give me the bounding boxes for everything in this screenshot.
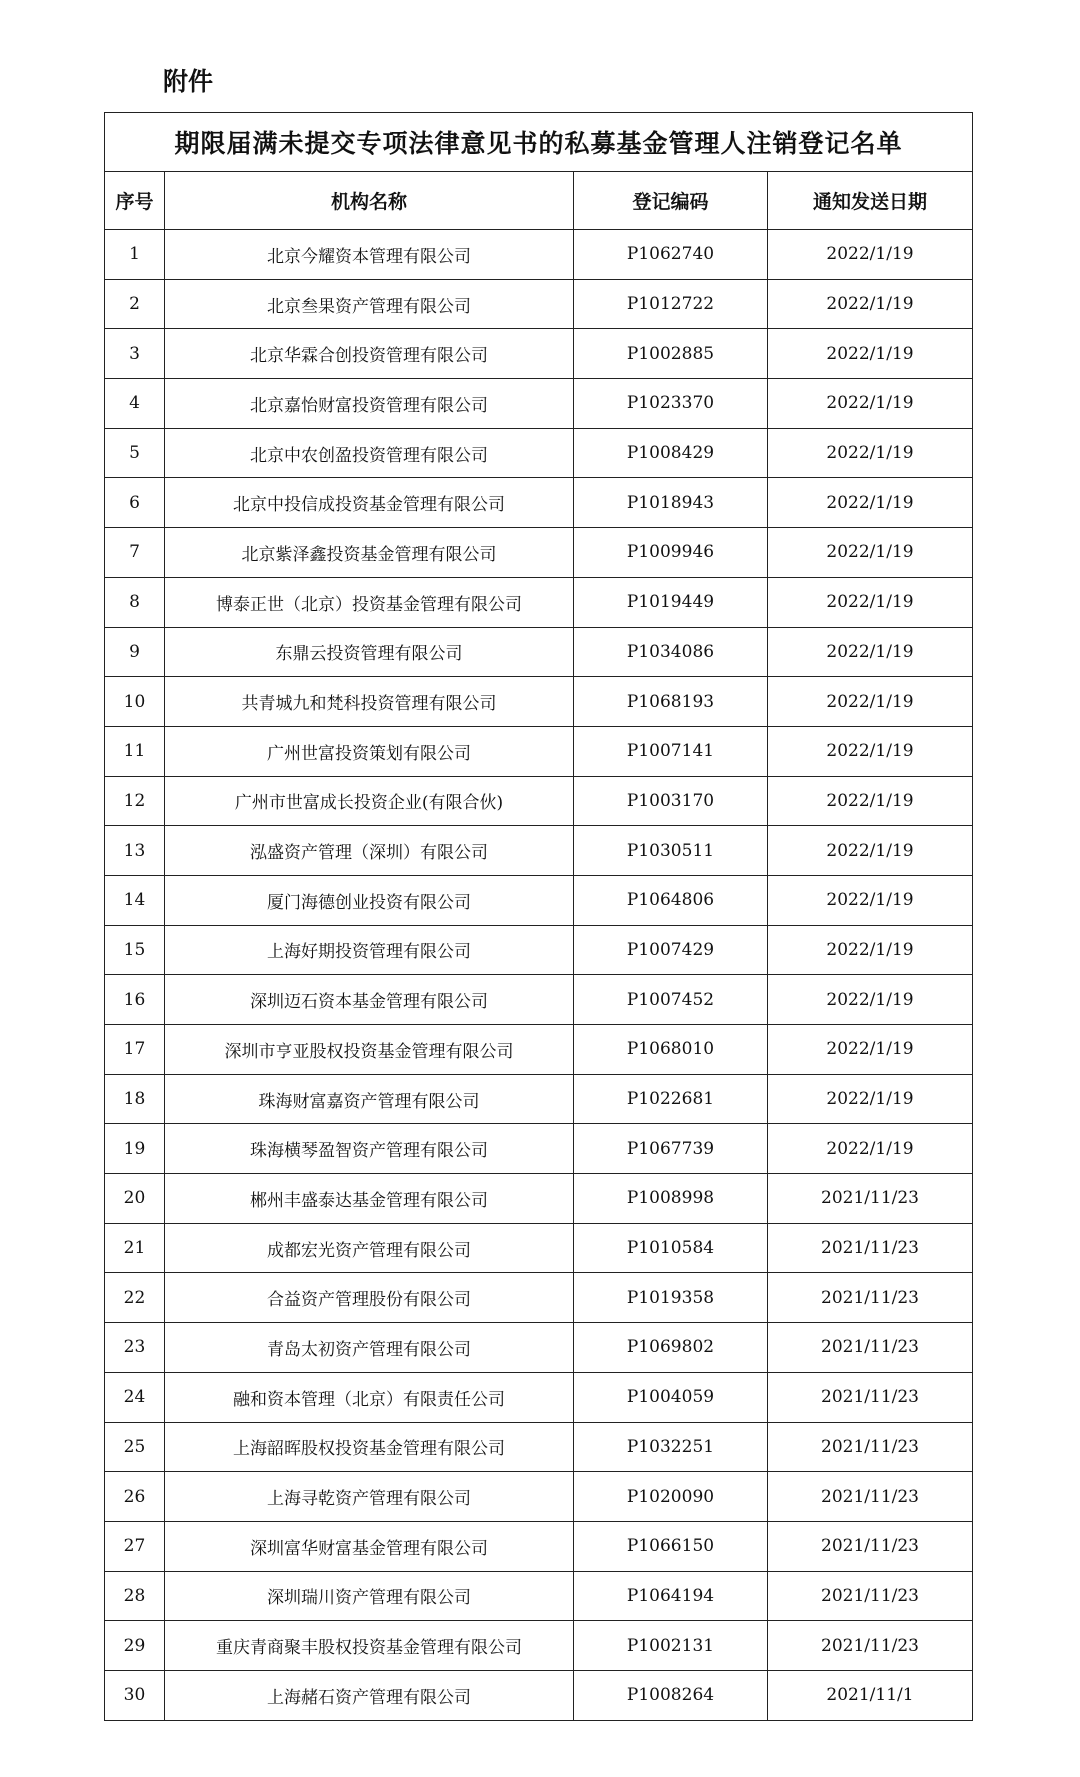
table-row (105, 1521, 973, 1571)
table-cell-date: 2021/11/23 (768, 1571, 973, 1621)
table-cell-name: 合益资产管理股份有限公司 (165, 1273, 574, 1323)
table-cell-code: P1022681 (574, 1074, 768, 1124)
table-cell-name: 北京今耀资本管理有限公司 (165, 230, 574, 280)
table-cell-index: 23 (105, 1323, 165, 1373)
table-cell-name: 泓盛资产管理（深圳）有限公司 (165, 826, 574, 876)
table-cell-index: 13 (105, 826, 165, 876)
column-header-date: 通知发送日期 (768, 172, 973, 230)
table-row (105, 1174, 973, 1224)
table-cell-index: 3 (105, 329, 165, 379)
table-cell-date: 2021/11/23 (768, 1521, 973, 1571)
table-cell-name: 上海韶晖股权投资基金管理有限公司 (165, 1422, 574, 1472)
table-cell-index: 22 (105, 1273, 165, 1323)
table-row (105, 925, 973, 975)
table-cell-index: 19 (105, 1124, 165, 1174)
table-cell-date: 2022/1/19 (768, 1074, 973, 1124)
table-row (105, 329, 973, 379)
table-row (105, 627, 973, 677)
table-cell-code: P1018943 (574, 478, 768, 528)
table-row (105, 726, 973, 776)
table-cell-date: 2021/11/23 (768, 1422, 973, 1472)
table-cell-index: 15 (105, 925, 165, 975)
table-cell-code: P1062740 (574, 230, 768, 280)
table-cell-index: 7 (105, 528, 165, 578)
table-cell-index: 16 (105, 975, 165, 1025)
table-row (105, 677, 973, 727)
table-cell-date: 2021/11/23 (768, 1273, 973, 1323)
table-cell-index: 17 (105, 1025, 165, 1075)
table-cell-date: 2021/11/1 (768, 1670, 973, 1720)
table-row (105, 279, 973, 329)
table-row (105, 975, 973, 1025)
table-row (105, 1422, 973, 1472)
table-cell-name: 广州市世富成长投资企业(有限合伙) (165, 776, 574, 826)
table-row (105, 528, 973, 578)
table-row (105, 478, 973, 528)
table-cell-date: 2021/11/23 (768, 1372, 973, 1422)
table-cell-code: P1008264 (574, 1670, 768, 1720)
table-row (105, 230, 973, 280)
table-cell-code: P1008998 (574, 1174, 768, 1224)
table-cell-index: 25 (105, 1422, 165, 1472)
table-header-row (105, 172, 973, 230)
table-cell-index: 4 (105, 379, 165, 429)
table-row (105, 1124, 973, 1174)
table-cell-code: P1069802 (574, 1323, 768, 1373)
table-cell-index: 28 (105, 1571, 165, 1621)
table-cell-name: 深圳富华财富基金管理有限公司 (165, 1521, 574, 1571)
table-cell-date: 2022/1/19 (768, 379, 973, 429)
table-cell-date: 2022/1/19 (768, 776, 973, 826)
column-header-name: 机构名称 (165, 172, 574, 230)
table-cell-code: P1012722 (574, 279, 768, 329)
table-cell-index: 11 (105, 726, 165, 776)
table-cell-index: 27 (105, 1521, 165, 1571)
table-cell-code: P1019358 (574, 1273, 768, 1323)
table-cell-name: 厦门海德创业投资有限公司 (165, 875, 574, 925)
table-cell-date: 2022/1/19 (768, 627, 973, 677)
table-row (105, 428, 973, 478)
table-cell-code: P1064806 (574, 875, 768, 925)
table-cell-name: 上海寻乾资产管理有限公司 (165, 1472, 574, 1522)
table-cell-name: 珠海横琴盈智资产管理有限公司 (165, 1124, 574, 1174)
table-row (105, 1472, 973, 1522)
table-row (105, 1621, 973, 1671)
table-cell-name: 北京中投信成投资基金管理有限公司 (165, 478, 574, 528)
table-row (105, 1074, 973, 1124)
table-row (105, 1372, 973, 1422)
table-cell-index: 26 (105, 1472, 165, 1522)
table-cell-date: 2021/11/23 (768, 1323, 973, 1373)
table-cell-name: 上海好期投资管理有限公司 (165, 925, 574, 975)
table-cell-date: 2022/1/19 (768, 677, 973, 727)
table-cell-name: 北京嘉怡财富投资管理有限公司 (165, 379, 574, 429)
table-cell-date: 2021/11/23 (768, 1621, 973, 1671)
table-row (105, 1273, 973, 1323)
table-cell-index: 20 (105, 1174, 165, 1224)
table-cell-code: P1032251 (574, 1422, 768, 1472)
table-cell-name: 深圳市亨亚股权投资基金管理有限公司 (165, 1025, 574, 1075)
table-cell-index: 10 (105, 677, 165, 727)
table-cell-code: P1002885 (574, 329, 768, 379)
table-cell-date: 2022/1/19 (768, 925, 973, 975)
table-cell-code: P1019449 (574, 577, 768, 627)
table-cell-index: 12 (105, 776, 165, 826)
table-cell-code: P1068010 (574, 1025, 768, 1075)
table-cell-name: 北京叁果资产管理有限公司 (165, 279, 574, 329)
table-cell-date: 2022/1/19 (768, 329, 973, 379)
table-cell-name: 广州世富投资策划有限公司 (165, 726, 574, 776)
table-row (105, 826, 973, 876)
table-cell-date: 2022/1/19 (768, 428, 973, 478)
table-cell-index: 1 (105, 230, 165, 280)
table-cell-code: P1003170 (574, 776, 768, 826)
table-row (105, 1670, 973, 1720)
table-cell-code: P1067739 (574, 1124, 768, 1174)
table-cell-date: 2022/1/19 (768, 826, 973, 876)
column-header-index: 序号 (105, 172, 165, 230)
table-cell-date: 2022/1/19 (768, 875, 973, 925)
table-cell-date: 2022/1/19 (768, 230, 973, 280)
table-row (105, 379, 973, 429)
table-cell-code: P1020090 (574, 1472, 768, 1522)
table-cell-index: 18 (105, 1074, 165, 1124)
table-cell-code: P1010584 (574, 1223, 768, 1273)
table-cell-code: P1007429 (574, 925, 768, 975)
table-cell-name: 上海赭石资产管理有限公司 (165, 1670, 574, 1720)
table-cell-index: 9 (105, 627, 165, 677)
table-title: 期限届满未提交专项法律意见书的私募基金管理人注销登记名单 (105, 113, 973, 172)
table-cell-name: 东鼎云投资管理有限公司 (165, 627, 574, 677)
table-cell-index: 29 (105, 1621, 165, 1671)
table-cell-date: 2022/1/19 (768, 726, 973, 776)
table-cell-name: 博泰正世（北京）投资基金管理有限公司 (165, 577, 574, 627)
column-header-code: 登记编码 (574, 172, 768, 230)
table-row (105, 1223, 973, 1273)
table-cell-index: 2 (105, 279, 165, 329)
table-cell-date: 2022/1/19 (768, 478, 973, 528)
table-cell-index: 8 (105, 577, 165, 627)
table-row (105, 1025, 973, 1075)
table-cell-date: 2021/11/23 (768, 1223, 973, 1273)
table-cell-date: 2021/11/23 (768, 1472, 973, 1522)
table-cell-code: P1064194 (574, 1571, 768, 1621)
table-cell-name: 北京华霖合创投资管理有限公司 (165, 329, 574, 379)
table-cell-code: P1002131 (574, 1621, 768, 1671)
table-cell-date: 2022/1/19 (768, 528, 973, 578)
table-cell-date: 2022/1/19 (768, 1124, 973, 1174)
table-cell-index: 24 (105, 1372, 165, 1422)
attachment-label: 附件 (163, 67, 214, 96)
table-row (105, 1571, 973, 1621)
table-cell-name: 重庆青商聚丰股权投资基金管理有限公司 (165, 1621, 574, 1671)
table-row (105, 875, 973, 925)
table-cell-index: 21 (105, 1223, 165, 1273)
table-cell-name: 北京中农创盈投资管理有限公司 (165, 428, 574, 478)
table-cell-name: 珠海财富嘉资产管理有限公司 (165, 1074, 574, 1124)
table-cell-date: 2021/11/23 (768, 1174, 973, 1224)
table-row (105, 577, 973, 627)
table-cell-code: P1007141 (574, 726, 768, 776)
table-row (105, 776, 973, 826)
table-cell-code: P1068193 (574, 677, 768, 727)
table-cell-name: 青岛太初资产管理有限公司 (165, 1323, 574, 1373)
table-cell-code: P1008429 (574, 428, 768, 478)
table-cell-name: 深圳迈石资本基金管理有限公司 (165, 975, 574, 1025)
table-cell-code: P1004059 (574, 1372, 768, 1422)
table-cell-index: 6 (105, 478, 165, 528)
table-cell-code: P1007452 (574, 975, 768, 1025)
table-cell-name: 深圳瑞川资产管理有限公司 (165, 1571, 574, 1621)
deregistration-table (104, 112, 973, 1721)
table-cell-date: 2022/1/19 (768, 975, 973, 1025)
table-cell-name: 成都宏光资产管理有限公司 (165, 1223, 574, 1273)
table-body (105, 230, 973, 1721)
table-row (105, 1323, 973, 1373)
table-cell-name: 北京紫泽鑫投资基金管理有限公司 (165, 528, 574, 578)
table-cell-index: 5 (105, 428, 165, 478)
table-cell-index: 30 (105, 1670, 165, 1720)
table-cell-code: P1066150 (574, 1521, 768, 1571)
table-cell-index: 14 (105, 875, 165, 925)
table-cell-name: 郴州丰盛泰达基金管理有限公司 (165, 1174, 574, 1224)
table-cell-name: 共青城九和梵科投资管理有限公司 (165, 677, 574, 727)
table-cell-date: 2022/1/19 (768, 279, 973, 329)
table-cell-name: 融和资本管理（北京）有限责任公司 (165, 1372, 574, 1422)
table-cell-date: 2022/1/19 (768, 1025, 973, 1075)
table-cell-code: P1009946 (574, 528, 768, 578)
table-cell-code: P1023370 (574, 379, 768, 429)
table-cell-date: 2022/1/19 (768, 577, 973, 627)
table-cell-code: P1030511 (574, 826, 768, 876)
table-cell-code: P1034086 (574, 627, 768, 677)
